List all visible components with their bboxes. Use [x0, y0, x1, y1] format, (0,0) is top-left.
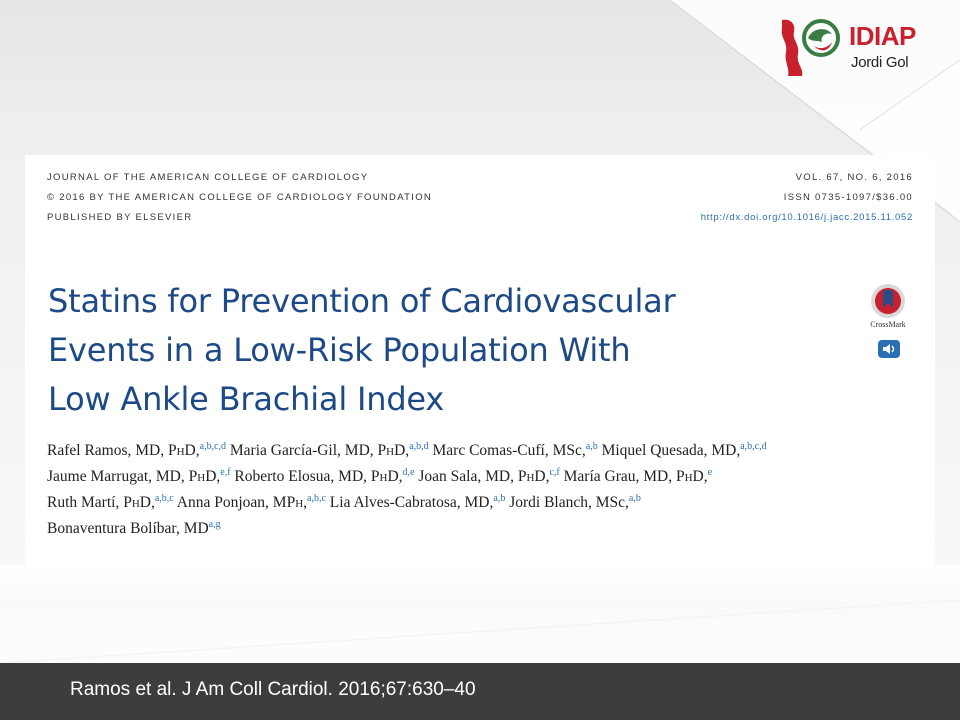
- crossmark-label: CrossMark: [870, 320, 906, 329]
- author-name: Marc Comas-Cufí, MSc,: [432, 442, 586, 459]
- author-line: Jaume Marrugat, MD, PhD,$^{e,f}$ Roberto Elosua, MD, PhD,$^{d,e}$ Joan Sala, MD, PhD,$^{c,f}$ María Grau, MD, PhD,$^e$: [47, 467, 713, 485]
- affiliation-marker[interactable]: a,b: [628, 493, 641, 504]
- author-list: [47, 438, 917, 542]
- author-name: María Grau, MD,: [563, 468, 676, 485]
- author-degree: PhD: [370, 468, 399, 485]
- author-line: [47, 516, 917, 542]
- author-name: Jordi Blanch, MSc,: [509, 494, 629, 511]
- author-name: Rafel Ramos, MD,: [47, 442, 168, 459]
- author-name: Lia Alves-Cabratosa, MD,: [329, 494, 494, 511]
- author-name: Anna Ponjoan,: [176, 494, 273, 511]
- affiliation-marker[interactable]: a,b: [493, 493, 506, 504]
- volume-line: VOL. 67, NO. 6, 2016: [795, 172, 913, 183]
- logo-subtitle: Jordi Gol: [851, 54, 909, 71]
- affiliation-marker[interactable]: e,f: [220, 467, 231, 478]
- author-name: Miquel Quesada, MD,: [601, 442, 741, 459]
- affiliation-marker[interactable]: c,f: [549, 467, 560, 478]
- author-degree: MPh: [272, 494, 304, 511]
- affiliation-marker[interactable]: a,b,c,d: [199, 441, 227, 452]
- issn-line: ISSN 0735-1097/$36.00: [783, 192, 913, 203]
- journal-name: JOURNAL OF THE AMERICAN COLLEGE OF CARDIOLOGY: [47, 172, 369, 183]
- title-line: Events in a Low-Risk Population With: [48, 331, 631, 369]
- affiliation-marker[interactable]: e: [707, 467, 713, 478]
- author-name: Bonaventura Bolíbar, MD: [47, 520, 209, 537]
- affiliation-marker[interactable]: a,g: [208, 519, 221, 530]
- author-name: Maria García-Gil, MD,: [229, 442, 378, 459]
- copyright-line: © 2016 BY THE AMERICAN COLLEGE OF CARDIOLOGY FOUNDATION: [47, 192, 433, 203]
- affiliation-marker[interactable]: a,b: [585, 441, 598, 452]
- author-name: Roberto Elosua, MD,: [234, 468, 371, 485]
- publisher-line: PUBLISHED BY ELSEVIER: [47, 212, 193, 223]
- affiliation-marker[interactable]: a,b,c: [154, 493, 174, 504]
- affiliation-marker[interactable]: a,b,d: [409, 441, 429, 452]
- article-title: [48, 277, 838, 424]
- author-degree: PhD: [377, 442, 406, 459]
- author-name: Ruth Martí,: [47, 494, 124, 511]
- affiliation-marker[interactable]: d,e: [402, 467, 415, 478]
- citation-text: Ramos et al. J Am Coll Cardiol. 2016;67:630–40: [70, 679, 476, 700]
- author-line: Ruth Martí, PhD,$^{a,b,c}$ Anna Ponjoan, MPh,$^{a,b,c}$ Lia Alves-Cabratosa, MD,$^{a,b}$ Jordi Blanch, MSc,$^{a,b}$: [47, 493, 641, 511]
- article-header: [25, 155, 935, 565]
- author-name: Joan Sala, MD,: [418, 468, 518, 485]
- doi-link[interactable]: http://dx.doi.org/10.1016/j.jacc.2015.11.052: [700, 212, 913, 223]
- author-degree: PhD: [123, 494, 151, 511]
- affiliation-marker[interactable]: a,b,c,d: [740, 441, 767, 452]
- logo-title: IDIAP: [849, 21, 916, 51]
- author-degree: PhD: [517, 468, 546, 485]
- speaker-icon[interactable]: [878, 340, 900, 358]
- affiliation-marker[interactable]: a,b,c: [307, 493, 326, 504]
- author-degree: PhD: [188, 468, 217, 485]
- author-line: Rafel Ramos, MD, PhD,$^{a,b,c,d}$ Maria García-Gil, MD, PhD,$^{a,b,d}$ Marc Comas-Cufí, MSc,$^{a,b}$ Miquel Quesada, MD,$^{a,b,c,d}$: [47, 441, 767, 459]
- title-line: Low Ankle Brachial Index: [48, 380, 445, 418]
- author-degree: PhD: [675, 468, 704, 485]
- title-line: Statins for Prevention of Cardiovascular: [48, 282, 676, 320]
- author-name: Jaume Marrugat, MD,: [47, 468, 189, 485]
- author-degree: PhD: [167, 442, 196, 459]
